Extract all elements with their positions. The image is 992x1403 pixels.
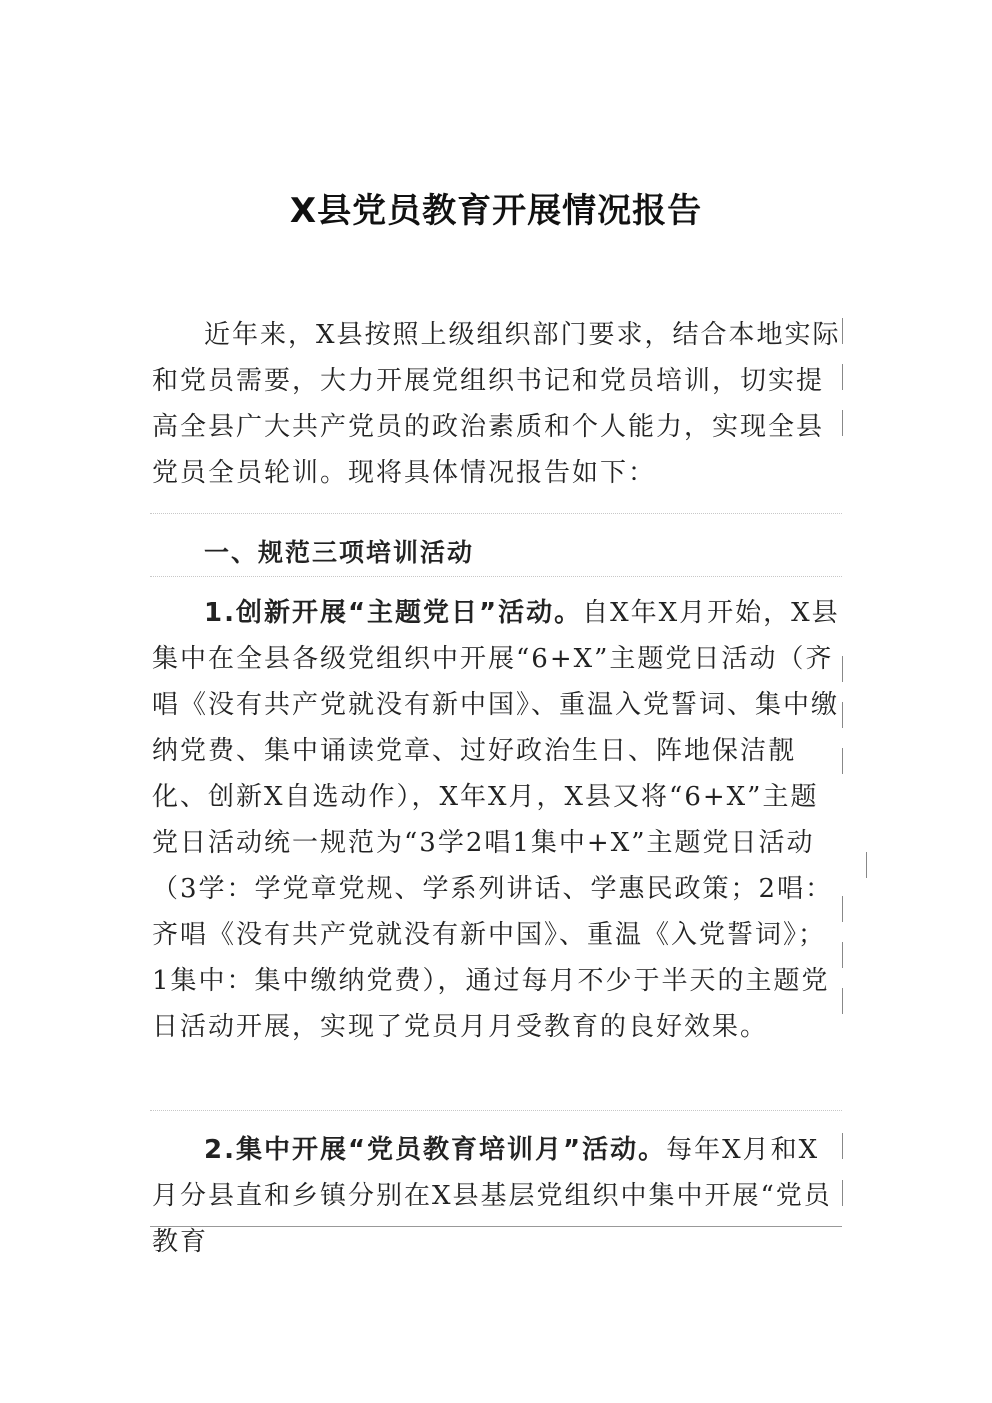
item-2-paragraph xyxy=(152,1127,842,1265)
line-end-mark xyxy=(842,748,843,774)
line-end-mark xyxy=(842,318,843,344)
intro-paragraph: 近年来，X县按照上级组织部门要求，结合本地实际和党员需要，大力开展党组织书记和党员培训，切实提高全县广大共产党员的政治素质和个人能力，实现全县党员全员轮训。现将具体情况报告如下： xyxy=(152,320,841,488)
line-end-mark xyxy=(842,1180,843,1206)
paragraph-divider xyxy=(150,576,842,577)
item-1-paragraph xyxy=(152,590,842,1050)
line-end-mark xyxy=(842,364,843,390)
line-end-mark xyxy=(842,1133,843,1159)
item-1-lead: 1.创新开展“主题党日”活动。 xyxy=(204,598,583,628)
line-end-mark xyxy=(842,942,843,968)
item-2-body: 每年X月和X月分县直和乡镇分别在X县基层党组织中集中开展“党员教育 xyxy=(152,1135,832,1257)
item-2-lead: 2.集中开展“党员教育培训月”活动。 xyxy=(204,1135,667,1165)
document-title: X县党员教育开展情况报告 xyxy=(289,190,703,231)
section-heading: 一、规范三项培训活动 xyxy=(204,538,475,567)
page-bottom-rule xyxy=(150,1226,842,1227)
paragraph-divider xyxy=(150,513,842,514)
line-end-mark xyxy=(866,852,867,878)
line-end-mark xyxy=(842,656,843,682)
paragraph-divider xyxy=(150,1110,842,1111)
line-end-mark xyxy=(842,410,843,436)
line-end-mark xyxy=(842,896,843,922)
line-end-mark xyxy=(842,988,843,1014)
line-end-mark xyxy=(842,702,843,728)
item-1-body: 自X年X月开始，X县集中在全县各级党组织中开展“6+X”主题党日活动（齐唱《没有共产党就没有新中国》、重温入党誓词、集中缴纳党费、集中诵读党章、过好政治生日、阵地保洁靓化、创新X自选动作），X年X月，X县又将“6+X”主题党日活动统一规范为“3学2唱1集中+X”主题党日活动（3学：学党章党规、学系列讲话、学惠民政策；2唱：齐唱《没有共产党就没有新中国》、重温《入党誓词》；1集中：集中缴纳党费），通过每月不少于半天的主题党日活动开展，实现了党员月月受教育的良好效果。 xyxy=(152,598,840,1042)
